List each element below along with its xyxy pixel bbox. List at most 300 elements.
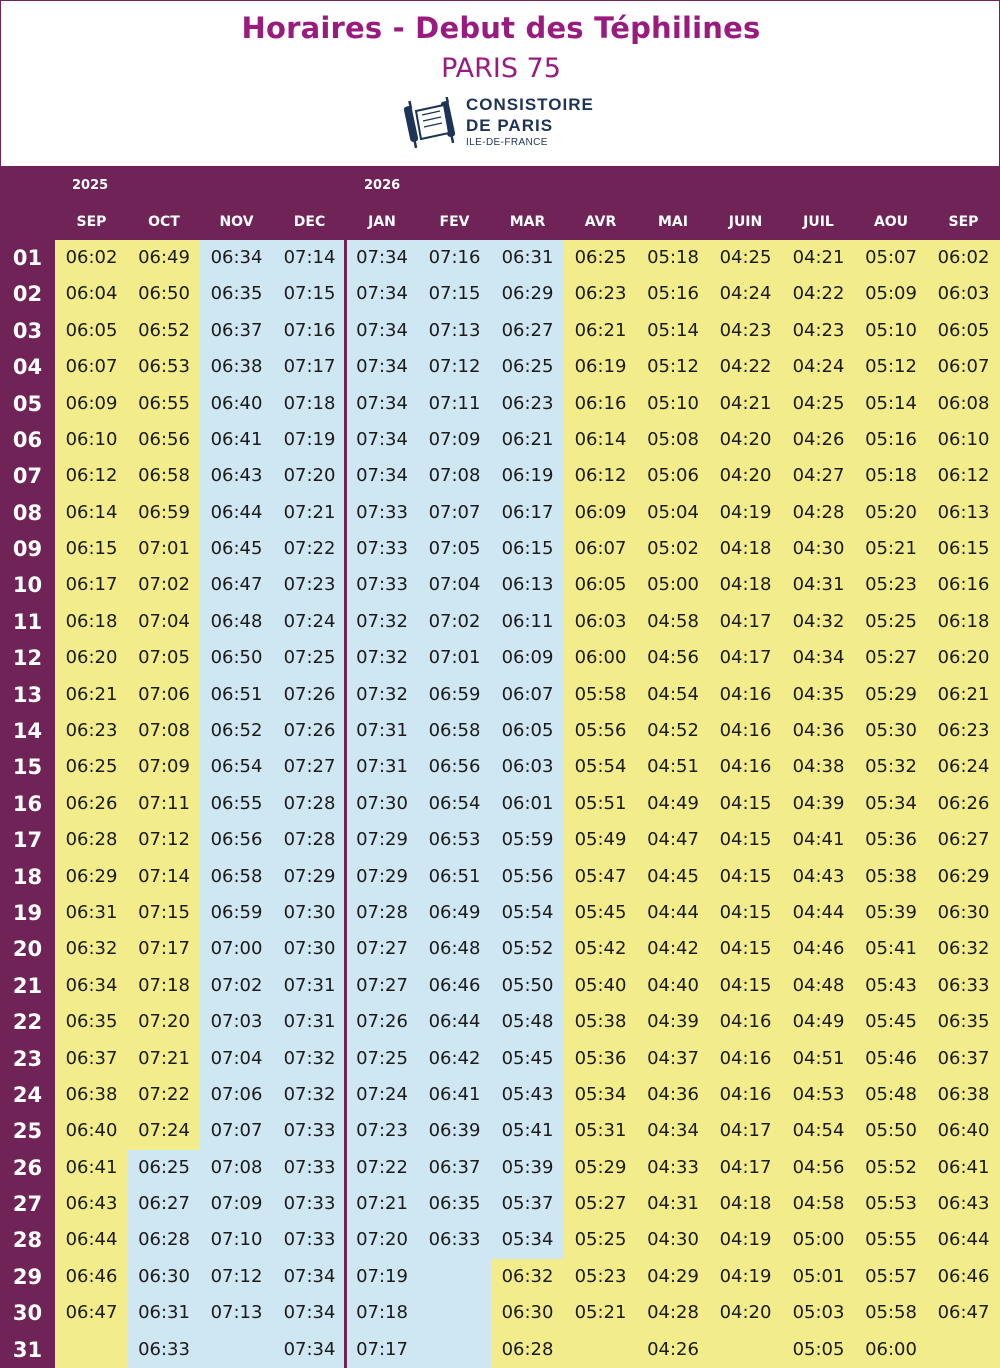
time-cell: 05:16 xyxy=(855,422,927,458)
logo-text-line2: DE PARIS xyxy=(466,116,554,135)
time-cell: 06:17 xyxy=(55,567,128,603)
time-cell: 06:46 xyxy=(55,1259,128,1295)
logo-text-line3: ILE-DE-FRANCE xyxy=(466,137,548,148)
time-cell: 06:44 xyxy=(55,1222,128,1258)
time-cell: 05:52 xyxy=(855,1150,927,1186)
time-cell: 06:43 xyxy=(200,458,273,494)
day-label: 05 xyxy=(12,391,43,416)
time-cell: 06:40 xyxy=(927,1113,1000,1149)
time-cell: 06:25 xyxy=(128,1150,200,1186)
time-cell: 07:12 xyxy=(418,349,491,385)
time-cell: 05:56 xyxy=(564,713,637,749)
day-label: 22 xyxy=(12,1010,43,1035)
day-label: 16 xyxy=(12,791,43,816)
time-cell: 07:07 xyxy=(200,1113,273,1149)
day-label: 23 xyxy=(12,1046,43,1071)
day-label: 15 xyxy=(12,755,43,780)
time-cell: 04:39 xyxy=(782,786,855,822)
time-cell: 06:05 xyxy=(564,567,637,603)
month-header: MAR xyxy=(509,214,546,230)
time-cell: 06:59 xyxy=(128,495,200,531)
time-cell: 06:53 xyxy=(418,822,491,858)
time-cell: 04:41 xyxy=(782,822,855,858)
time-cell: 04:19 xyxy=(709,495,782,531)
time-cell: 06:01 xyxy=(491,786,564,822)
time-cell: 05:40 xyxy=(564,968,637,1004)
time-cell: 07:11 xyxy=(128,786,200,822)
time-cell: 04:15 xyxy=(709,859,782,895)
time-cell: 07:05 xyxy=(418,531,491,567)
time-cell: 07:31 xyxy=(273,1004,346,1040)
time-cell: 07:29 xyxy=(346,822,418,858)
time-cell: 06:49 xyxy=(128,240,200,276)
month-header: NOV xyxy=(219,214,254,230)
time-cell: 05:02 xyxy=(637,531,709,567)
month-header: AVR xyxy=(584,214,617,230)
year-label-2026: 2026 xyxy=(364,178,401,193)
time-cell: 04:16 xyxy=(709,749,782,785)
time-cell: 05:34 xyxy=(491,1222,564,1258)
time-cell: 06:16 xyxy=(564,386,637,422)
time-cell: 05:53 xyxy=(855,1186,927,1222)
time-cell: 06:10 xyxy=(55,422,128,458)
time-cell: 05:47 xyxy=(564,859,637,895)
time-cell: 04:30 xyxy=(637,1222,709,1258)
time-cell: 07:30 xyxy=(346,786,418,822)
time-cell: 04:49 xyxy=(637,786,709,822)
time-cell: 06:10 xyxy=(927,422,1000,458)
time-cell: 07:02 xyxy=(418,604,491,640)
time-cell: 05:01 xyxy=(782,1259,855,1295)
time-cell: 06:03 xyxy=(491,749,564,785)
time-cell: 06:05 xyxy=(55,313,128,349)
time-cell: 07:34 xyxy=(346,422,418,458)
time-cell: 06:41 xyxy=(418,1077,491,1113)
time-cell: 06:08 xyxy=(927,386,1000,422)
time-cell: 05:25 xyxy=(564,1222,637,1258)
time-cell: 06:30 xyxy=(128,1259,200,1295)
time-cell: 07:30 xyxy=(273,931,346,967)
time-cell: 07:26 xyxy=(273,677,346,713)
time-cell: 04:38 xyxy=(782,749,855,785)
time-cell: 05:50 xyxy=(855,1113,927,1149)
time-cell: 07:33 xyxy=(346,495,418,531)
time-cell: 04:23 xyxy=(782,313,855,349)
time-cell: 07:08 xyxy=(128,713,200,749)
time-cell: 05:39 xyxy=(491,1150,564,1186)
time-cell: 05:30 xyxy=(855,713,927,749)
time-cell: 06:51 xyxy=(418,859,491,895)
time-cell: 06:31 xyxy=(128,1295,200,1331)
time-cell: 07:26 xyxy=(273,713,346,749)
month-header: FEV xyxy=(439,214,470,230)
time-cell: 07:09 xyxy=(128,749,200,785)
time-cell: 04:15 xyxy=(709,931,782,967)
time-cell: 06:41 xyxy=(200,422,273,458)
time-cell: 05:03 xyxy=(782,1295,855,1331)
time-cell: 04:21 xyxy=(709,386,782,422)
time-cell: 04:34 xyxy=(637,1113,709,1149)
time-cell xyxy=(418,1259,491,1295)
time-cell: 04:18 xyxy=(709,531,782,567)
day-label: 27 xyxy=(12,1192,43,1217)
time-cell: 07:15 xyxy=(418,276,491,312)
time-cell: 05:27 xyxy=(564,1186,637,1222)
time-cell: 07:17 xyxy=(346,1332,418,1368)
time-cell: 04:51 xyxy=(782,1041,855,1077)
time-cell: 06:44 xyxy=(200,495,273,531)
time-cell: 07:32 xyxy=(273,1041,346,1077)
time-cell: 07:32 xyxy=(346,677,418,713)
time-cell: 06:26 xyxy=(55,786,128,822)
time-cell: 05:39 xyxy=(855,895,927,931)
time-cell: 05:16 xyxy=(637,276,709,312)
day-label: 10 xyxy=(12,573,43,598)
time-cell: 07:24 xyxy=(346,1077,418,1113)
time-cell: 07:34 xyxy=(346,240,418,276)
time-cell: 07:18 xyxy=(128,968,200,1004)
time-cell: 06:38 xyxy=(55,1077,128,1113)
page-subtitle: PARIS 75 xyxy=(441,53,561,84)
time-cell: 06:39 xyxy=(418,1113,491,1149)
time-cell xyxy=(200,1332,273,1368)
time-cell: 06:32 xyxy=(927,931,1000,967)
time-cell: 06:47 xyxy=(927,1295,1000,1331)
time-cell: 04:35 xyxy=(782,677,855,713)
time-cell: 06:15 xyxy=(55,531,128,567)
time-cell: 06:25 xyxy=(55,749,128,785)
time-cell: 04:20 xyxy=(709,1295,782,1331)
time-cell: 07:33 xyxy=(273,1186,346,1222)
time-cell: 05:10 xyxy=(855,313,927,349)
time-cell: 06:35 xyxy=(418,1186,491,1222)
month-header: SEP xyxy=(76,214,107,230)
time-cell: 06:40 xyxy=(55,1113,128,1149)
time-cell: 05:36 xyxy=(564,1041,637,1077)
consistoire-logo xyxy=(404,95,604,155)
day-label: 26 xyxy=(12,1155,43,1180)
time-cell: 07:04 xyxy=(200,1041,273,1077)
time-cell: 04:36 xyxy=(637,1077,709,1113)
time-cell: 07:12 xyxy=(128,822,200,858)
time-cell: 05:37 xyxy=(491,1186,564,1222)
time-cell: 07:16 xyxy=(273,313,346,349)
time-cell: 07:04 xyxy=(418,567,491,603)
month-header: JAN xyxy=(368,214,396,230)
time-cell xyxy=(418,1295,491,1331)
time-cell: 07:12 xyxy=(200,1259,273,1295)
time-cell: 05:08 xyxy=(637,422,709,458)
time-cell: 05:06 xyxy=(637,458,709,494)
time-cell: 06:55 xyxy=(200,786,273,822)
time-cell: 07:34 xyxy=(346,313,418,349)
time-cell: 06:44 xyxy=(418,1004,491,1040)
year-label-2025: 2025 xyxy=(72,178,109,193)
time-cell: 05:14 xyxy=(637,313,709,349)
time-cell: 05:18 xyxy=(637,240,709,276)
time-cell: 07:03 xyxy=(200,1004,273,1040)
time-cell: 06:13 xyxy=(927,495,1000,531)
time-cell: 06:07 xyxy=(564,531,637,567)
day-label: 03 xyxy=(12,318,43,343)
time-cell: 06:00 xyxy=(564,640,637,676)
time-cell: 04:42 xyxy=(637,931,709,967)
time-cell: 06:12 xyxy=(55,458,128,494)
time-cell: 06:26 xyxy=(927,786,1000,822)
time-cell: 06:07 xyxy=(55,349,128,385)
time-cell: 07:33 xyxy=(273,1150,346,1186)
time-cell: 07:13 xyxy=(418,313,491,349)
time-cell: 05:57 xyxy=(855,1259,927,1295)
day-label: 07 xyxy=(12,464,43,489)
time-cell: 07:08 xyxy=(200,1150,273,1186)
time-cell: 04:24 xyxy=(782,349,855,385)
day-label: 28 xyxy=(12,1228,43,1253)
year-separator xyxy=(344,166,347,1368)
time-cell: 07:20 xyxy=(346,1222,418,1258)
time-cell: 06:37 xyxy=(418,1150,491,1186)
time-cell: 05:46 xyxy=(855,1041,927,1077)
time-cell: 04:32 xyxy=(782,604,855,640)
time-cell: 04:15 xyxy=(709,895,782,931)
time-cell: 06:56 xyxy=(418,749,491,785)
time-cell: 04:34 xyxy=(782,640,855,676)
day-label: 09 xyxy=(12,537,43,562)
time-cell: 05:52 xyxy=(491,931,564,967)
time-cell: 06:12 xyxy=(564,458,637,494)
day-label: 18 xyxy=(12,864,43,889)
time-cell: 07:23 xyxy=(346,1113,418,1149)
time-cell xyxy=(55,1332,128,1368)
time-cell: 06:07 xyxy=(491,677,564,713)
time-cell: 06:27 xyxy=(927,822,1000,858)
time-cell: 05:23 xyxy=(564,1259,637,1295)
time-cell: 05:10 xyxy=(637,386,709,422)
time-cell: 05:21 xyxy=(855,531,927,567)
time-cell: 07:22 xyxy=(346,1150,418,1186)
time-cell: 06:03 xyxy=(564,604,637,640)
time-cell: 05:23 xyxy=(855,567,927,603)
time-cell xyxy=(927,1332,1000,1368)
time-cell: 07:34 xyxy=(346,276,418,312)
day-label: 21 xyxy=(12,973,43,998)
time-cell: 04:40 xyxy=(637,968,709,1004)
time-cell: 07:24 xyxy=(273,604,346,640)
time-cell: 07:20 xyxy=(128,1004,200,1040)
time-cell: 06:35 xyxy=(200,276,273,312)
time-cell: 06:52 xyxy=(128,313,200,349)
time-cell: 06:30 xyxy=(927,895,1000,931)
time-cell: 06:09 xyxy=(564,495,637,531)
time-cell: 07:14 xyxy=(128,859,200,895)
month-header: JUIN xyxy=(728,214,763,230)
time-cell: 04:49 xyxy=(782,1004,855,1040)
month-header: DEC xyxy=(293,214,326,230)
time-cell: 05:25 xyxy=(855,604,927,640)
time-cell: 05:09 xyxy=(855,276,927,312)
time-cell: 06:09 xyxy=(55,386,128,422)
time-cell: 06:33 xyxy=(927,968,1000,1004)
time-cell: 07:19 xyxy=(273,422,346,458)
time-cell: 04:33 xyxy=(637,1150,709,1186)
header xyxy=(0,0,1000,167)
time-cell: 06:50 xyxy=(128,276,200,312)
time-cell: 06:05 xyxy=(491,713,564,749)
time-cell: 06:21 xyxy=(55,677,128,713)
time-cell: 07:24 xyxy=(128,1113,200,1149)
time-cell: 04:21 xyxy=(782,240,855,276)
time-cell: 07:09 xyxy=(200,1186,273,1222)
time-cell: 05:18 xyxy=(855,458,927,494)
time-cell: 05:50 xyxy=(491,968,564,1004)
time-cell: 05:54 xyxy=(564,749,637,785)
month-header: JUIL xyxy=(803,214,834,230)
time-cell: 07:17 xyxy=(273,349,346,385)
time-cell xyxy=(709,1332,782,1368)
time-cell: 05:41 xyxy=(491,1113,564,1149)
time-cell: 04:16 xyxy=(709,677,782,713)
time-cell: 07:28 xyxy=(346,895,418,931)
time-cell: 06:14 xyxy=(564,422,637,458)
time-cell: 04:17 xyxy=(709,1150,782,1186)
month-header: MAI xyxy=(658,214,688,230)
day-label: 01 xyxy=(12,246,43,270)
time-cell: 07:30 xyxy=(273,895,346,931)
time-cell: 06:38 xyxy=(927,1077,1000,1113)
day-label: 06 xyxy=(12,427,43,452)
time-cell: 07:29 xyxy=(273,859,346,895)
time-cell: 06:27 xyxy=(128,1186,200,1222)
time-cell: 07:34 xyxy=(346,458,418,494)
time-cell: 06:21 xyxy=(927,677,1000,713)
time-cell: 07:22 xyxy=(128,1077,200,1113)
time-cell: 06:56 xyxy=(128,422,200,458)
time-cell: 06:43 xyxy=(927,1186,1000,1222)
time-cell: 05:58 xyxy=(564,677,637,713)
time-cell: 06:55 xyxy=(128,386,200,422)
time-cell: 07:23 xyxy=(273,567,346,603)
time-cell: 06:25 xyxy=(564,240,637,276)
time-cell: 04:19 xyxy=(709,1222,782,1258)
day-label: 29 xyxy=(12,1264,43,1289)
time-cell: 04:16 xyxy=(709,713,782,749)
time-cell: 06:23 xyxy=(491,386,564,422)
time-cell: 07:10 xyxy=(200,1222,273,1258)
time-cell: 04:24 xyxy=(709,276,782,312)
time-cell: 06:40 xyxy=(200,386,273,422)
time-cell: 04:48 xyxy=(782,968,855,1004)
time-cell: 06:05 xyxy=(927,313,1000,349)
time-cell: 07:27 xyxy=(273,749,346,785)
day-label: 19 xyxy=(12,900,43,925)
time-cell: 06:02 xyxy=(55,240,128,276)
time-cell: 06:20 xyxy=(927,640,1000,676)
time-cell: 06:24 xyxy=(927,749,1000,785)
time-cell: 04:43 xyxy=(782,859,855,895)
time-cell: 04:37 xyxy=(637,1041,709,1077)
day-label: 08 xyxy=(12,500,43,525)
day-label: 20 xyxy=(12,937,43,962)
time-cell: 04:15 xyxy=(709,822,782,858)
time-cell: 04:17 xyxy=(709,640,782,676)
time-cell: 05:59 xyxy=(491,822,564,858)
time-cell: 07:34 xyxy=(273,1259,346,1295)
time-cell: 06:31 xyxy=(55,895,128,931)
time-cell: 06:54 xyxy=(200,749,273,785)
time-cell: 04:54 xyxy=(782,1113,855,1149)
time-cell: 06:29 xyxy=(55,859,128,895)
time-cell: 07:05 xyxy=(128,640,200,676)
time-cell: 04:46 xyxy=(782,931,855,967)
time-cell: 05:45 xyxy=(564,895,637,931)
time-cell: 06:50 xyxy=(200,640,273,676)
time-cell: 05:58 xyxy=(855,1295,927,1331)
time-cell xyxy=(564,1332,637,1368)
time-cell: 04:25 xyxy=(782,386,855,422)
time-cell: 06:23 xyxy=(55,713,128,749)
time-cell: 07:34 xyxy=(346,386,418,422)
time-cell: 05:55 xyxy=(855,1222,927,1258)
time-cell: 06:59 xyxy=(418,677,491,713)
time-cell: 05:38 xyxy=(855,859,927,895)
time-cell: 06:23 xyxy=(564,276,637,312)
time-cell: 06:00 xyxy=(855,1332,927,1368)
time-cell: 04:44 xyxy=(782,895,855,931)
time-cell: 04:58 xyxy=(782,1186,855,1222)
time-cell: 05:56 xyxy=(491,859,564,895)
time-cell: 06:37 xyxy=(55,1041,128,1077)
day-label: 17 xyxy=(12,828,43,853)
time-cell: 07:19 xyxy=(346,1259,418,1295)
time-cell: 06:11 xyxy=(491,604,564,640)
time-cell: 06:46 xyxy=(927,1259,1000,1295)
time-cell: 07:33 xyxy=(346,531,418,567)
time-cell: 07:21 xyxy=(128,1041,200,1077)
time-cell: 04:45 xyxy=(637,859,709,895)
time-cell: 06:23 xyxy=(927,713,1000,749)
time-cell: 06:41 xyxy=(55,1150,128,1186)
time-cell: 04:16 xyxy=(709,1077,782,1113)
time-cell: 04:29 xyxy=(637,1259,709,1295)
time-cell: 07:06 xyxy=(128,677,200,713)
logo-text-line1: CONSISTOIRE xyxy=(466,95,594,114)
time-cell: 07:20 xyxy=(273,458,346,494)
time-cell: 04:19 xyxy=(709,1259,782,1295)
time-cell: 07:15 xyxy=(273,276,346,312)
time-cell: 06:29 xyxy=(491,276,564,312)
time-cell: 07:17 xyxy=(128,931,200,967)
time-cell: 04:44 xyxy=(637,895,709,931)
month-header: SEP xyxy=(948,214,979,230)
time-cell: 05:12 xyxy=(855,349,927,385)
time-cell: 07:02 xyxy=(128,567,200,603)
time-cell: 05:54 xyxy=(491,895,564,931)
time-cell: 07:29 xyxy=(346,859,418,895)
time-cell: 07:33 xyxy=(273,1222,346,1258)
time-cell: 04:17 xyxy=(709,604,782,640)
time-cell: 07:06 xyxy=(200,1077,273,1113)
time-cell xyxy=(418,1332,491,1368)
time-cell: 07:22 xyxy=(273,531,346,567)
time-cell: 04:56 xyxy=(782,1150,855,1186)
time-cell: 06:17 xyxy=(491,495,564,531)
time-cell: 06:51 xyxy=(200,677,273,713)
time-cell: 04:17 xyxy=(709,1113,782,1149)
time-cell: 06:16 xyxy=(927,567,1000,603)
time-cell: 05:45 xyxy=(491,1041,564,1077)
time-cell: 04:18 xyxy=(709,567,782,603)
time-cell: 05:05 xyxy=(782,1332,855,1368)
